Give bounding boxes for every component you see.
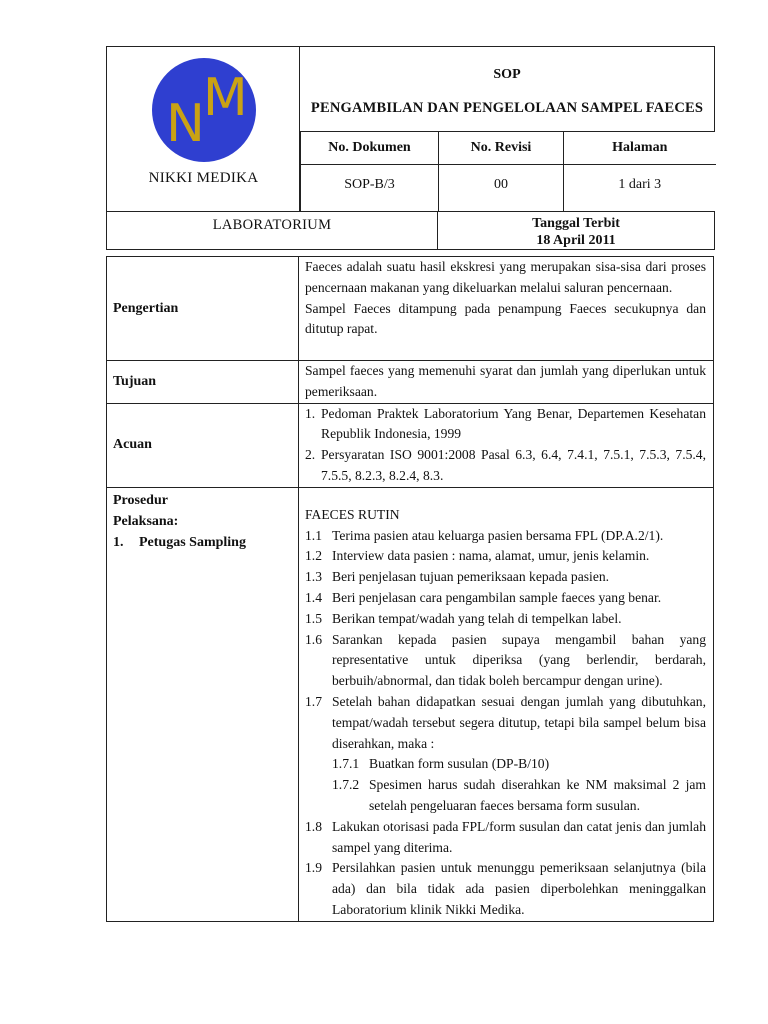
sop-title: PENGAMBILAN DAN PENGELOLAAN SAMPEL FAECES (310, 100, 704, 116)
logo-monogram: NM (166, 68, 246, 154)
row-acuan (107, 403, 714, 487)
label-pengertian: Pengertian (113, 300, 179, 316)
procedure-step: 1.6 Sarankan kepada pasien supaya mengambil bahan yang representative untuk diperiksa (yang berlendir, berdarah, berbuih/abnormal, dan tidak boleh bercampur dengan urine). (305, 631, 706, 689)
prosedur-label-line1: Prosedur (113, 492, 168, 508)
procedure-step: 1.1 Terima pasien atau keluarga pasien bersama FPL (DP.A.2/1). (305, 527, 664, 543)
procedure-substep: 1.7.2 Spesimen harus sudah diserahkan ke NM maksimal 2 jam setelah pengeluaran faeces bersama form susulan. (332, 777, 706, 813)
title-cell (300, 47, 715, 132)
issue-date-value: 18 April 2011 (536, 233, 616, 248)
procedure-step: 1.9 Persilahkan pasien untuk menunggu pemeriksaan selanjutnya (bila ada) dan bila tidak ada pasien diperbolehkan meninggalkan Laboratorium klinik Nikki Medika. (305, 860, 706, 917)
label-tujuan: Tujuan (113, 373, 157, 389)
procedure-step: 1.8 Lakukan otorisasi pada FPL/form susulan dan catat jenis dan jumlah sampel yang diterima. (305, 818, 706, 855)
label-prosedur (107, 487, 299, 921)
procedure-step: 1.7 Setelah bahan didapatkan sesuai dengan jumlah yang dibutuhkan, tempat/wadah tersebut segera ditutup, tetapi bila sampel belum bisa diserahkan, maka : (305, 693, 706, 751)
revision-number-header: No. Revisi (439, 132, 564, 165)
row-prosedur (107, 487, 714, 921)
procedure-step: 1.5 Berikan tempat/wadah yang telah di tempelkan label. (305, 610, 622, 626)
page-value: 1 dari 3 (564, 165, 716, 212)
sop-label: SOP (493, 67, 521, 82)
acuan-item: 2. Persyaratan ISO 9001:2008 Pasal 6.3, 6.4, 7.4.1, 7.5.1, 7.5.3, 7.5.4, 7.5.5, 8.2.3, 8.2.4, 8.3. (305, 447, 706, 483)
procedure-step: 1.4 Beri penjelasan cara pengambilan sample faeces yang benar. (305, 589, 662, 605)
procedure-step: 1.2 Interview data pasien : nama, alamat, umur, jenis kelamin. (305, 548, 650, 564)
content-prosedur (299, 487, 714, 921)
pengertian-paragraph-1: Faeces adalah suatu hasil ekskresi yang merupakan sisa-sisa dari proses pencernaan makanan yang dikeluarkan melalui saluran pencernaan. (305, 259, 706, 295)
prosedur-role: 1. Petugas Sampling (113, 534, 246, 550)
prosedur-heading: FAECES RUTIN (305, 506, 400, 522)
nikki-medika-logo (152, 58, 256, 162)
organization-name: NIKKI MEDIKA (148, 170, 259, 186)
page-header: Halaman (564, 132, 716, 165)
pengertian-paragraph-2: Sampel Faeces ditampung pada penampung Faeces secukupnya dan ditutup rapat. (305, 300, 706, 337)
document-number-value: SOP-B/3 (301, 165, 439, 212)
content-tujuan: Sampel faeces yang memenuhi syarat dan jumlah yang diperlukan untuk pemeriksaan. (299, 361, 714, 404)
department-cell: LABORATORIUM (107, 212, 438, 250)
procedure-step: 1.3 Beri penjelasan tujuan pemeriksaan kepada pasien. (305, 569, 610, 585)
label-acuan: Acuan (113, 437, 152, 453)
row-tujuan (107, 361, 714, 404)
acuan-item: 1. Pedoman Praktek Laboratorium Yang Benar, Departemen Kesehatan Republik Indonesia, 1999 (305, 405, 706, 442)
sop-content-table (106, 256, 714, 922)
document-number-header: No. Dokumen (301, 132, 439, 165)
prosedur-label-line2: Pelaksana: (113, 513, 179, 529)
issue-date-cell (438, 212, 715, 250)
document-header (106, 46, 715, 250)
procedure-substep: 1.7.1 Buatkan form susulan (DP-B/10) (332, 756, 550, 772)
content-acuan (299, 403, 714, 487)
revision-number-value: 00 (439, 165, 564, 212)
logo-cell (107, 47, 300, 212)
content-pengertian (299, 257, 714, 361)
issue-date-label: Tanggal Terbit (532, 216, 620, 231)
row-pengertian (107, 257, 714, 361)
